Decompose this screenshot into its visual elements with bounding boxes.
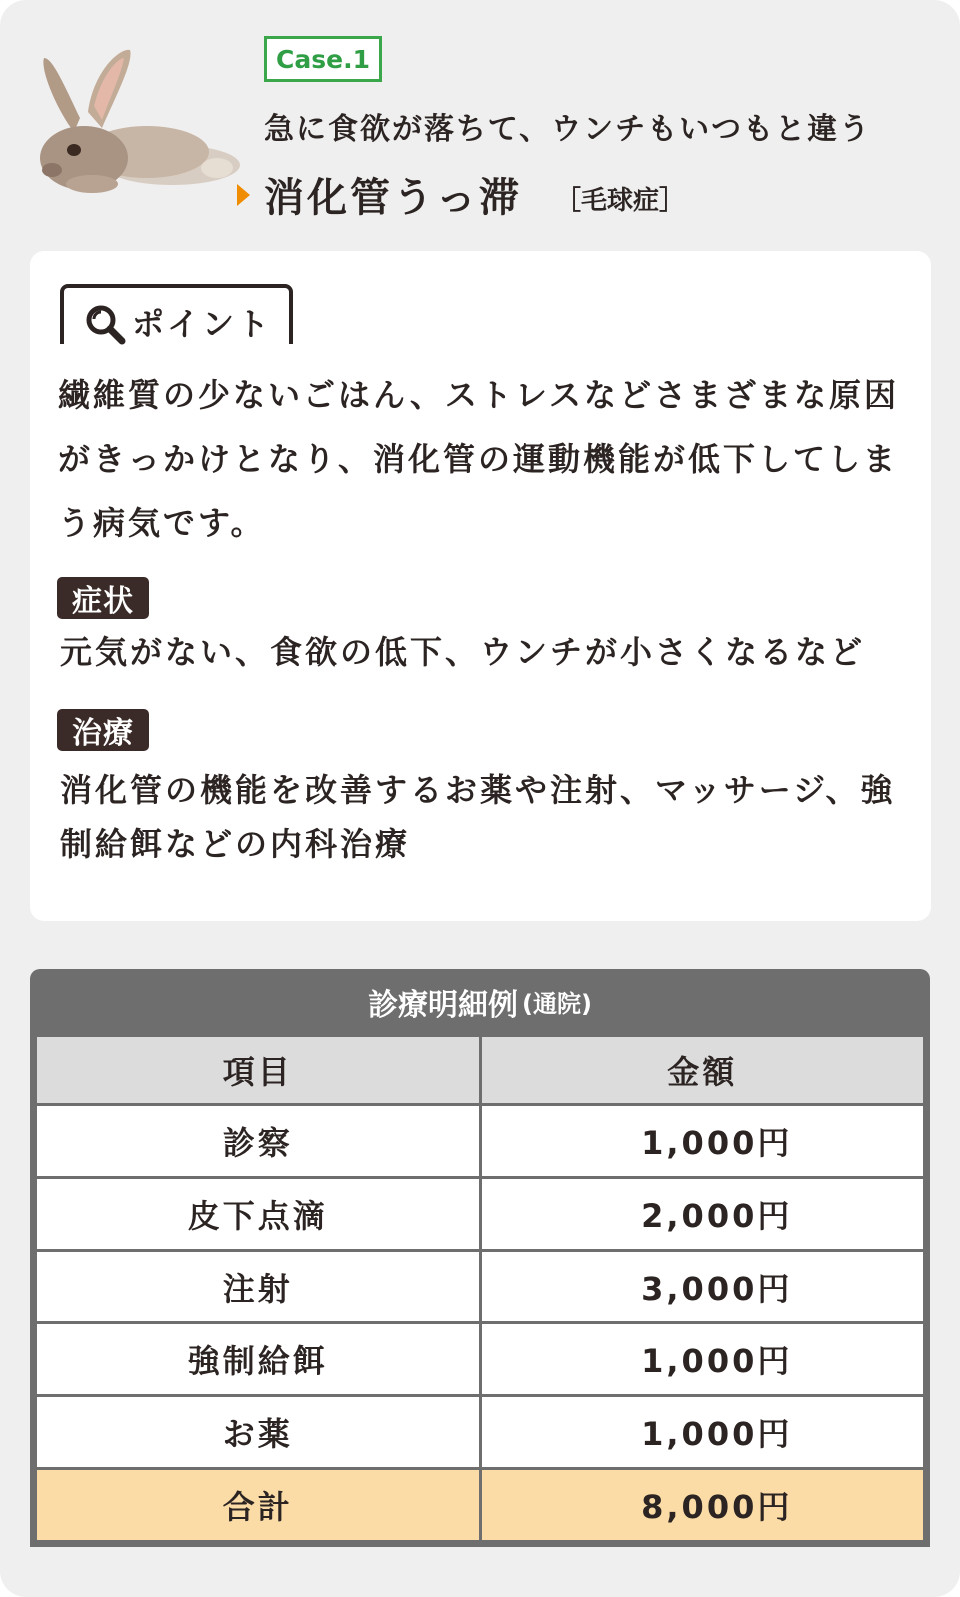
table-row bbox=[36, 1323, 925, 1396]
case-subtitle: 急に食欲が落ちて、ウンチもいつもと違う bbox=[264, 112, 872, 147]
treatment-text: 消化管の機能を改善するお薬や注射、マッサージ、強制給餌などの内科治療 bbox=[60, 771, 896, 863]
row-amount: 1,000円 bbox=[480, 1105, 925, 1178]
column-header-item: 項目 bbox=[36, 1036, 481, 1105]
case-title: 消化管うっ滞 bbox=[264, 175, 522, 221]
triangle-right-icon bbox=[237, 184, 250, 206]
column-header-amount: 金額 bbox=[480, 1036, 925, 1105]
point-text: 繊維質の少ないごはん、ストレスなどさまざまな原因がきっかけとなり、消化管の運動機能が低下してしまう病気です。 bbox=[58, 376, 899, 542]
row-item: 皮下点滴 bbox=[36, 1177, 481, 1250]
table-header-row bbox=[36, 1036, 925, 1105]
rabbit-photo bbox=[22, 40, 247, 200]
table-row bbox=[36, 1250, 925, 1323]
bill-title-note: (通院) bbox=[522, 990, 592, 1018]
treatment-tag: 治療 bbox=[57, 709, 149, 751]
case-title-sub: ［毛球症］ bbox=[555, 186, 686, 216]
row-item: 診察 bbox=[36, 1105, 481, 1178]
total-amount: 8,000円 bbox=[480, 1469, 925, 1542]
bill-table bbox=[30, 969, 930, 1547]
bill-title bbox=[30, 969, 930, 1034]
info-card bbox=[30, 251, 931, 921]
total-row bbox=[36, 1469, 925, 1542]
row-amount: 3,000円 bbox=[480, 1250, 925, 1323]
table-row bbox=[36, 1177, 925, 1250]
table-row bbox=[36, 1105, 925, 1178]
point-label: ポイント bbox=[132, 305, 273, 343]
row-amount: 1,000円 bbox=[480, 1323, 925, 1396]
magnifier-icon bbox=[84, 303, 126, 345]
row-amount: 2,000円 bbox=[480, 1177, 925, 1250]
total-label: 合計 bbox=[36, 1469, 481, 1542]
row-item: 注射 bbox=[36, 1250, 481, 1323]
case-badge: Case.1 bbox=[264, 36, 382, 82]
symptoms-text: 元気がない、食欲の低下、ウンチが小さくなるなど bbox=[60, 633, 866, 671]
table-row bbox=[36, 1396, 925, 1469]
row-item: 強制給餌 bbox=[36, 1323, 481, 1396]
row-item: お薬 bbox=[36, 1396, 481, 1469]
symptoms-tag: 症状 bbox=[57, 577, 149, 619]
bill-grid bbox=[34, 1034, 926, 1543]
row-amount: 1,000円 bbox=[480, 1396, 925, 1469]
bill-title-text: 診療明細例 bbox=[368, 987, 519, 1023]
